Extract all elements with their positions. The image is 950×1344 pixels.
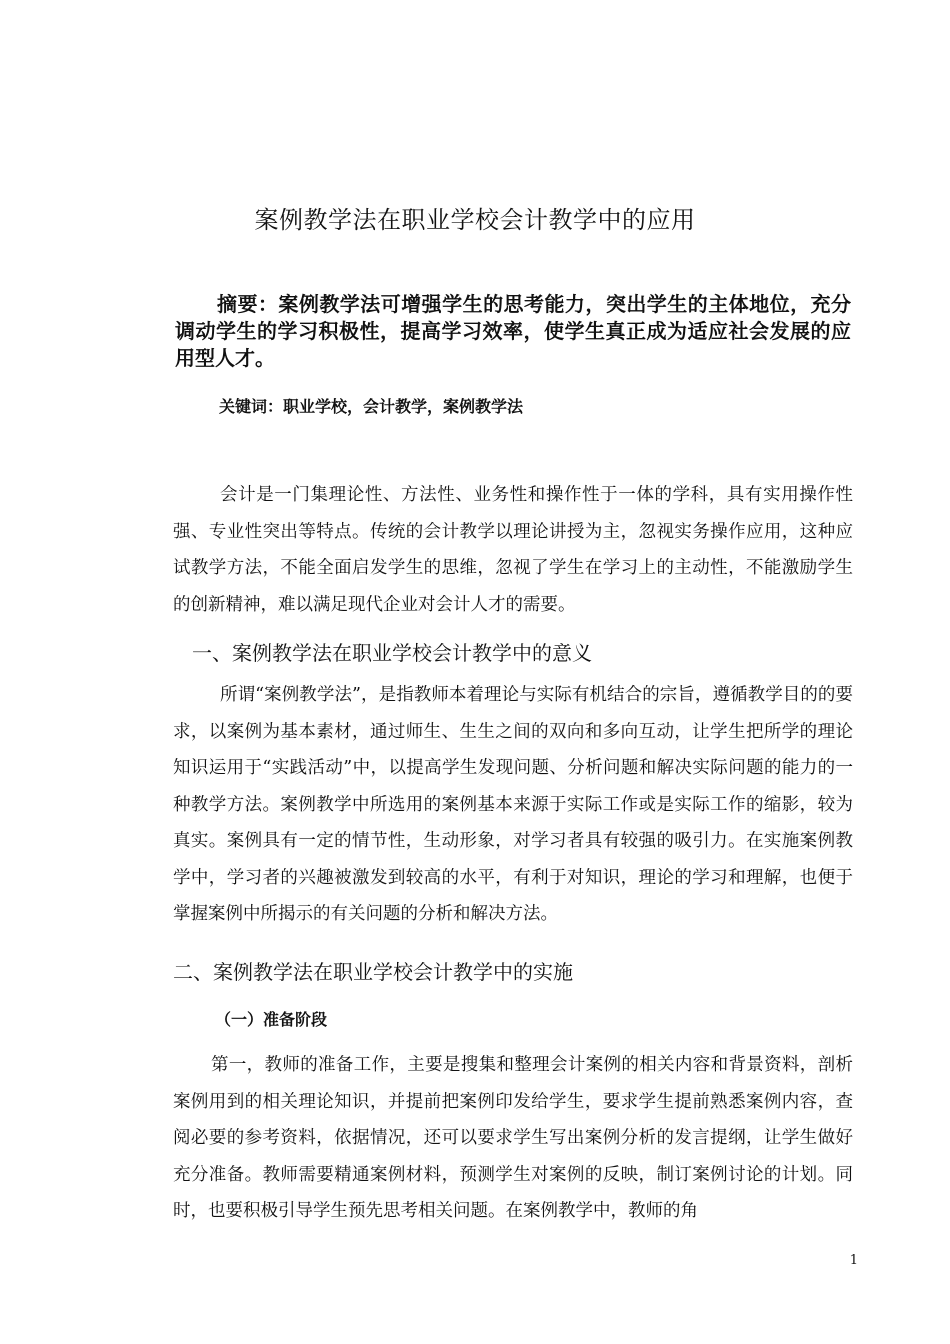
abstract-paragraph: 摘要：案例教学法可增强学生的思考能力，突出学生的主体地位，充分调动学生的学习积极性，提高学习效率，使学生真正成为适应社会发展的应用型人才。: [175, 292, 851, 370]
intro-paragraph: 会计是一门集理论性、方法性、业务性和操作性于一体的学科，具有实用操作性强、专业性突出等特点。传统的会计教学以理论讲授为主，忽视实务操作应用，这种应试教学方法，不能全面启发学生的思维，忽视了学生在学习上的主动性，不能激励学生的创新精神，难以满足现代企业对会计人才的需要。: [173, 485, 853, 615]
section-2-paragraph: 第一，教师的准备工作，主要是搜集和整理会计案例的相关内容和背景资料，剖析案例用到的相关理论知识，并提前把案例印发给学生，要求学生提前熟悉案例内容，查阅必要的参考资料，依据情况，还可以要求学生写出案例分析的发言提纲，让学生做好充分准备。教师需要精通案例材料，预测学生对案例的反映，制订案例讨论的计划。同时，也要积极引导学生预先思考相关问题。在案例教学中，教师的角: [173, 1055, 853, 1221]
section-heading-2: 二、案例教学法在职业学校会计教学中的实施: [173, 960, 573, 984]
page-number: 1: [849, 1253, 858, 1268]
section-1-paragraph: 所谓“案例教学法”，是指教师本着理论与实际有机结合的宗旨，遵循教学目的的要求，以案例为基本素材，通过师生、生生之间的双向和多向互动，让学生把所学的理论知识运用于“实践活动”中，以提高学生发现问题、分析问题和解决实际问题的能力的一种教学方法。案例教学中所选用的案例基本来源于实际工作或是实际工作的缩影，较为真实。案例具有一定的情节性，生动形象，对学习者具有较强的吸引力。在实施案例教学中，学习者的兴趣被激发到较高的水平，有利于对知识，理论的学习和理解，也便于掌握案例中所揭示的有关问题的分析和解决方法。: [173, 685, 853, 924]
subsection-heading-preparation: （一）准备阶段: [215, 1010, 328, 1029]
document-title: 案例教学法在职业学校会计教学中的应用: [254, 206, 696, 234]
keywords-line: 关键词：职业学校，会计教学，案例教学法: [219, 397, 524, 416]
section-heading-1: 一、案例教学法在职业学校会计教学中的意义: [192, 641, 592, 665]
